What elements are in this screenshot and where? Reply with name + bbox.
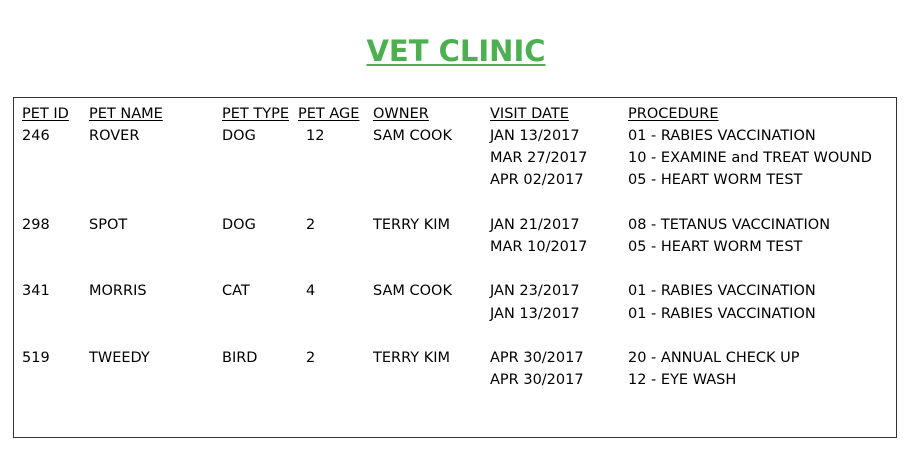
header-owner: OWNER xyxy=(373,106,429,122)
visit-date-cell: JAN 13/2017 xyxy=(490,128,580,144)
pet-name-cell: SPOT xyxy=(89,216,128,233)
procedure-cell: 01 - RABIES VACCINATION xyxy=(628,305,816,322)
pet-name-cell: MORRIS xyxy=(89,283,147,300)
pet-type-cell: CAT xyxy=(222,283,250,300)
pet-type-cell: BIRD xyxy=(222,350,258,366)
pet-type-cell: DOG xyxy=(222,128,256,144)
pet-age-cell: 2 xyxy=(306,216,316,233)
procedure-cell: 01 - RABIES VACCINATION xyxy=(628,128,816,144)
header-visit-date: VISIT DATE xyxy=(490,106,569,122)
page-title: VET CLINIC xyxy=(366,34,546,68)
procedure-cell: 20 - ANNUAL CHECK UP xyxy=(628,350,800,366)
pet-age-cell: 4 xyxy=(306,283,316,300)
header-pet-id: PET ID xyxy=(22,106,69,122)
pet-id-cell: 519 xyxy=(22,350,50,366)
owner-cell: TERRY KIM xyxy=(373,350,451,366)
procedure-cell: 12 - EYE WASH xyxy=(628,372,737,389)
procedure-cell: 08 - TETANUS VACCINATION xyxy=(628,216,831,233)
procedure-cell: 10 - EXAMINE and TREAT WOUND xyxy=(628,150,872,167)
procedure-cell: 05 - HEART WORM TEST xyxy=(628,239,803,255)
procedure-cell: 05 - HEART WORM TEST xyxy=(628,172,803,189)
pet-name-cell: ROVER xyxy=(89,128,140,144)
pet-name-cell: TWEEDY xyxy=(89,350,150,366)
visit-date-cell: APR 02/2017 xyxy=(490,172,584,189)
visit-date-cell: APR 30/2017 xyxy=(490,372,584,389)
pet-id-cell: 246 xyxy=(22,128,50,144)
visit-date-cell: JAN 23/2017 xyxy=(490,283,580,300)
pet-type-cell: DOG xyxy=(222,216,256,233)
pet-age-cell: 2 xyxy=(306,350,316,366)
header-pet-type: PET TYPE xyxy=(222,106,289,122)
records-table xyxy=(13,97,897,438)
visit-date-cell: MAR 27/2017 xyxy=(490,150,588,167)
pet-id-cell: 341 xyxy=(22,283,50,300)
header-procedure: PROCEDURE xyxy=(628,106,719,122)
procedure-cell: 01 - RABIES VACCINATION xyxy=(628,283,816,300)
owner-cell: TERRY KIM xyxy=(373,216,451,233)
pet-id-cell: 298 xyxy=(22,216,50,233)
visit-date-cell: JAN 13/2017 xyxy=(490,305,580,322)
visit-date-cell: JAN 21/2017 xyxy=(490,216,580,233)
owner-cell: SAM COOK xyxy=(373,283,452,300)
visit-date-cell: MAR 10/2017 xyxy=(490,239,588,255)
owner-cell: SAM COOK xyxy=(373,128,452,144)
pet-age-cell: 12 xyxy=(306,128,325,144)
visit-date-cell: APR 30/2017 xyxy=(490,350,584,366)
header-pet-age: PET AGE xyxy=(298,106,360,122)
header-pet-name: PET NAME xyxy=(89,106,163,122)
